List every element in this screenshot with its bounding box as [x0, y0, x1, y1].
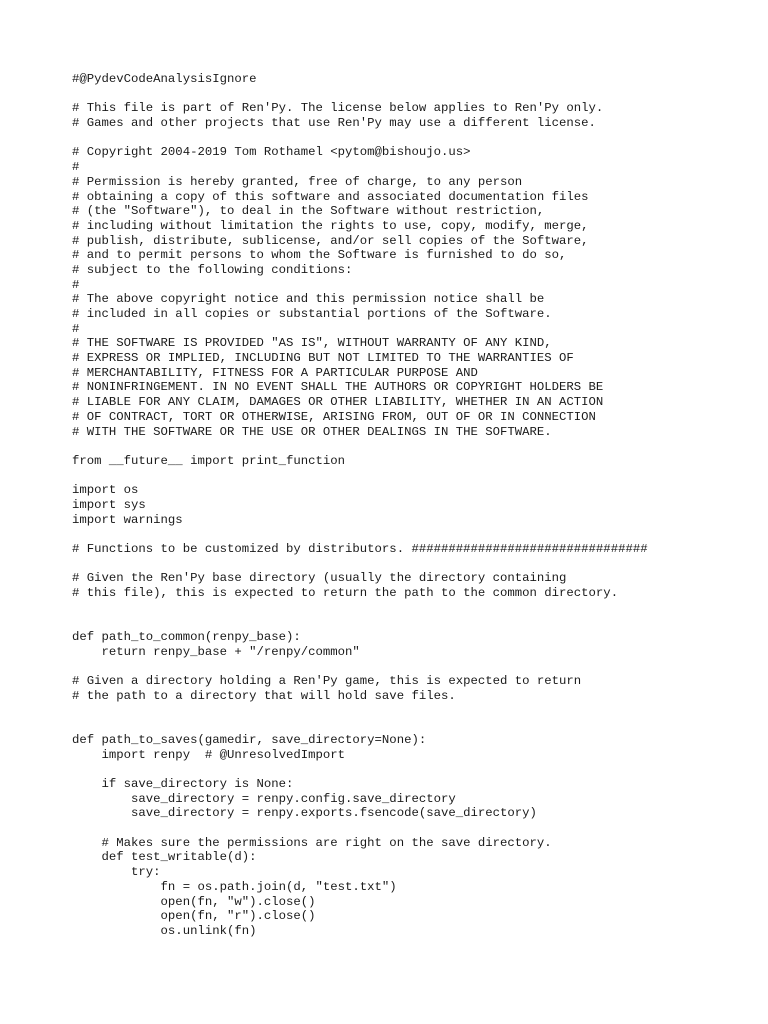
code-line: def test_writable(d): — [72, 850, 257, 865]
code-line: # (the "Software"), to deal in the Software without restriction, — [72, 204, 545, 219]
code-line: # MERCHANTABILITY, FITNESS FOR A PARTICULAR PURPOSE AND — [72, 365, 478, 380]
code-listing — [72, 72, 648, 939]
code-line: # publish, distribute, sublicense, and/or sell copies of the Software, — [72, 233, 589, 248]
code-line: # Given the Ren'Py base directory (usually the directory containing — [72, 571, 567, 586]
code-line: open(fn, "w").close() — [72, 894, 316, 909]
code-line: # THE SOFTWARE IS PROVIDED "AS IS", WITHOUT WARRANTY OF ANY KIND, — [72, 336, 552, 351]
code-line: from __future__ import print_function — [72, 453, 346, 468]
code-line: # This file is part of Ren'Py. The license below applies to Ren'Py only. — [72, 101, 604, 116]
blank-line — [72, 601, 648, 616]
code-line: open(fn, "r").close() — [72, 909, 316, 924]
code-line: #@PydevCodeAnalysisIgnore — [72, 72, 257, 86]
code-line: os.unlink(fn) — [72, 923, 257, 938]
code-line: # Makes sure the permissions are right on the save directory. — [72, 835, 552, 850]
code-line: save_directory = renpy.config.save_directory — [72, 791, 456, 806]
blank-line — [72, 718, 648, 733]
code-line: try: — [72, 865, 161, 880]
blank-line — [72, 615, 648, 630]
code-line: import renpy # @UnresolvedImport — [72, 747, 346, 762]
code-line: def path_to_common(renpy_base): — [72, 630, 301, 645]
blank-line — [72, 821, 648, 836]
code-line: # Copyright 2004-2019 Tom Rothamel <pytom@bishoujo.us> — [72, 145, 471, 160]
code-line: # this file), this is expected to return the path to the common directory. — [72, 586, 619, 601]
blank-line — [72, 87, 648, 102]
code-line: # obtaining a copy of this software and associated documentation files — [72, 189, 589, 204]
blank-line — [72, 660, 648, 675]
code-line: if save_directory is None: — [72, 777, 294, 791]
code-line: save_directory = renpy.exports.fsencode(save_directory) — [72, 806, 537, 821]
code-line: import os — [72, 483, 139, 498]
blank-line — [72, 439, 648, 454]
code-line: # Permission is hereby granted, free of charge, to any person — [72, 174, 523, 189]
blank-line — [72, 131, 648, 146]
code-line: import sys — [72, 497, 146, 512]
code-line: # subject to the following conditions: — [72, 262, 353, 277]
code-line: # Functions to be customized by distributors. ################################ — [72, 542, 648, 556]
code-line: def path_to_saves(gamedir, save_directory=None): — [72, 732, 427, 747]
code-line: # WITH THE SOFTWARE OR THE USE OR OTHER DEALINGS IN THE SOFTWARE. — [72, 424, 552, 439]
code-line: # the path to a directory that will hold save files. — [72, 688, 456, 703]
blank-line — [72, 704, 648, 719]
code-line: # Games and other projects that use Ren'Py may use a different license. — [72, 116, 596, 131]
blank-line — [72, 557, 648, 572]
code-line: # — [72, 160, 80, 175]
blank-line — [72, 762, 648, 777]
code-line: # and to permit persons to whom the Software is furnished to do so, — [72, 248, 567, 263]
code-line: # LIABLE FOR ANY CLAIM, DAMAGES OR OTHER LIABILITY, WHETHER IN AN ACTION — [72, 395, 604, 410]
blank-line — [72, 527, 648, 542]
code-line: return renpy_base + "/renpy/common" — [72, 644, 360, 659]
code-line: # OF CONTRACT, TORT OR OTHERWISE, ARISING FROM, OUT OF OR IN CONNECTION — [72, 409, 596, 424]
code-line: # — [72, 277, 80, 292]
code-line: # Given a directory holding a Ren'Py game, this is expected to return — [72, 674, 582, 689]
code-line: # included in all copies or substantial portions of the Software. — [72, 307, 552, 321]
code-line: # — [72, 321, 80, 336]
code-line: # EXPRESS OR IMPLIED, INCLUDING BUT NOT LIMITED TO THE WARRANTIES OF — [72, 351, 574, 366]
code-line: import warnings — [72, 512, 183, 527]
code-line: # including without limitation the rights to use, copy, modify, merge, — [72, 218, 589, 233]
code-line: # NONINFRINGEMENT. IN NO EVENT SHALL THE AUTHORS OR COPYRIGHT HOLDERS BE — [72, 380, 604, 395]
blank-line — [72, 469, 648, 484]
code-line: # The above copyright notice and this permission notice shall be — [72, 292, 545, 307]
code-line: fn = os.path.join(d, "test.txt") — [72, 879, 397, 894]
